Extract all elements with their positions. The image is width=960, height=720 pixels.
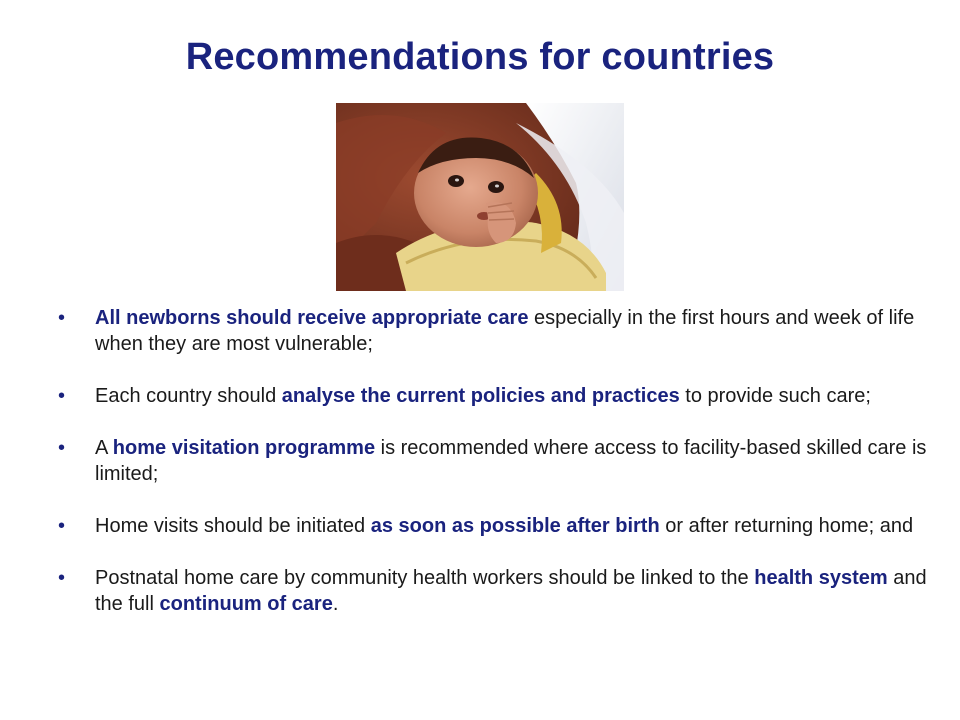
bullet-icon: •: [58, 437, 66, 459]
bullet-text: to provide such care;: [679, 385, 871, 407]
list-item: [58, 513, 938, 539]
bullet-text-emphasis: continuum of care: [159, 593, 333, 615]
bullet-icon: •: [58, 385, 66, 407]
bullet-text: is recommended where access to facility-based skilled care is limited;: [95, 437, 927, 485]
bullet-text: A: [95, 437, 113, 459]
bullet-text: especially in the first hours and week of life when they are most vulnerable;: [95, 307, 915, 355]
recommendation-list: [58, 305, 938, 643]
bullet-text-emphasis: health system: [754, 567, 888, 589]
list-item: [58, 435, 938, 487]
bullet-text-emphasis: analyse the current policies and practices: [281, 385, 680, 407]
bullet-text: Postnatal home care by community health workers should be linked to the: [95, 567, 755, 589]
list-item: [58, 305, 938, 357]
bullet-icon: •: [58, 515, 66, 537]
newborn-baby-photo: [336, 103, 624, 291]
bullet-text: Home visits should be initiated: [95, 515, 371, 537]
bullet-text-emphasis: All newborns should receive appropriate care: [95, 307, 529, 329]
list-item: [58, 383, 938, 409]
list-item: [58, 565, 938, 617]
bullet-text: .: [332, 593, 339, 615]
bullet-icon: •: [58, 307, 66, 329]
bullet-text-emphasis: home visitation programme: [112, 437, 376, 459]
bullet-text: Each country should: [95, 385, 282, 407]
bullet-text-emphasis: as soon as possible after birth: [370, 515, 660, 537]
bullet-icon: •: [58, 567, 66, 589]
bullet-text: or after returning home; and: [659, 515, 914, 537]
bullet-text: and the full: [95, 567, 927, 615]
slide-title: Recommendations for countries: [185, 36, 775, 78]
